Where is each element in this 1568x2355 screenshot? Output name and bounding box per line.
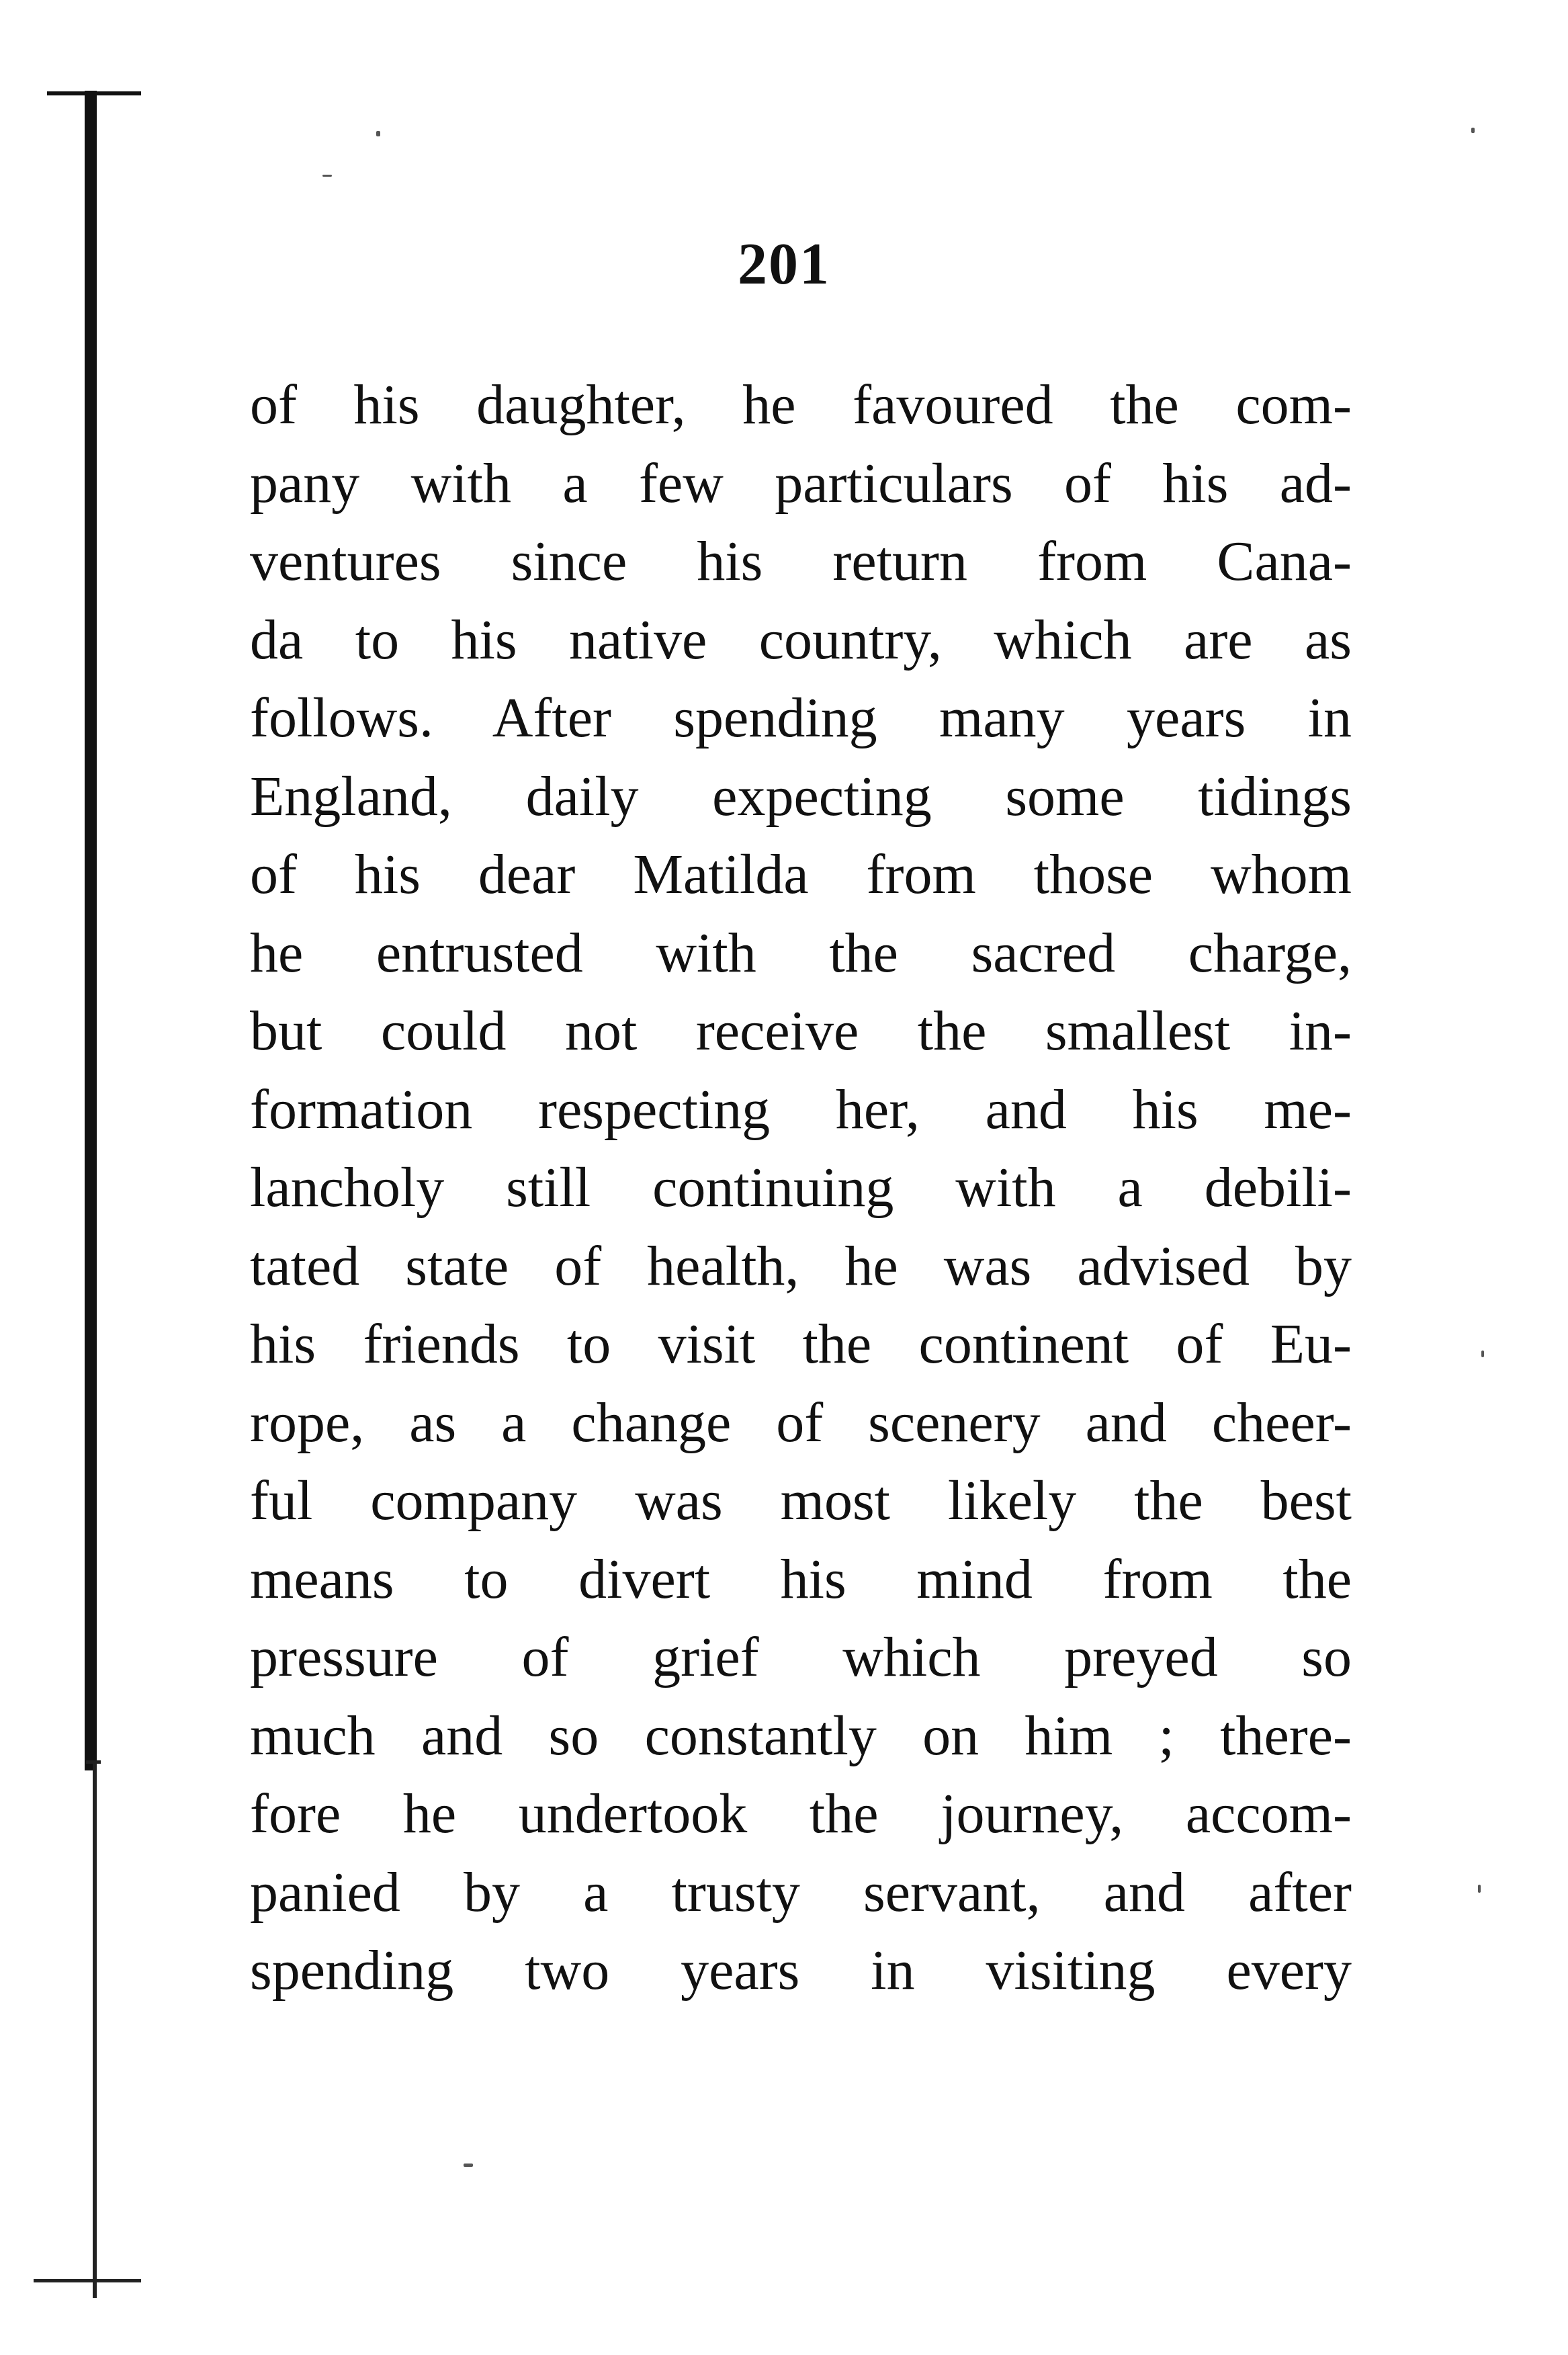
binding-edge-lower	[93, 1760, 97, 2298]
text-line: ventures since his return from Cana-	[250, 530, 1352, 593]
text-line: rope, as a change of scenery and cheer-	[250, 1391, 1352, 1454]
text-line: he entrusted with the sacred charge,	[250, 921, 1352, 984]
page-number: 201	[738, 232, 830, 297]
text-line: pany with a few particulars of his ad-	[250, 452, 1352, 515]
paper-speck	[322, 175, 332, 177]
paper-speck	[464, 2164, 473, 2167]
text-line: means to divert his mind from the	[250, 1547, 1352, 1611]
paper-speck	[1481, 1351, 1484, 1357]
text-line: lancholy still continuing with a debili-	[250, 1156, 1352, 1219]
text-line: but could not receive the smallest in-	[250, 1000, 1352, 1062]
text-line: fore he undertook the journey, accom-	[250, 1783, 1352, 1845]
text-line: England, daily expecting some tidings	[250, 765, 1352, 828]
text-line: panied by a trusty servant, and after	[250, 1860, 1352, 1924]
text-line: of his dear Matilda from those whom	[250, 843, 1352, 906]
text-line: da to his native country, which are as	[250, 608, 1352, 671]
text-line: his friends to visit the continent of Eu-	[250, 1313, 1352, 1375]
text-line: of his daughter, he favoured the com-	[250, 374, 1352, 436]
binding-edge-bottom	[34, 2279, 141, 2282]
text-line: spending two years in visiting every	[250, 1939, 1352, 2002]
paper-speck	[1471, 128, 1475, 133]
text-line: tated state of health, he was advised by	[250, 1234, 1352, 1297]
text-line: ful company was most likely the best	[250, 1469, 1352, 1532]
text-line: formation respecting her, and his me-	[250, 1078, 1352, 1141]
text-line: much and so constantly on him ; there-	[250, 1704, 1352, 1767]
paper-speck	[1478, 1885, 1481, 1893]
binding-edge	[85, 91, 97, 1770]
text-line: pressure of grief which preyed so	[250, 1626, 1352, 1688]
paper-speck	[376, 131, 380, 136]
body-text	[250, 366, 1352, 2010]
text-line: follows. After spending many years in	[250, 687, 1352, 749]
